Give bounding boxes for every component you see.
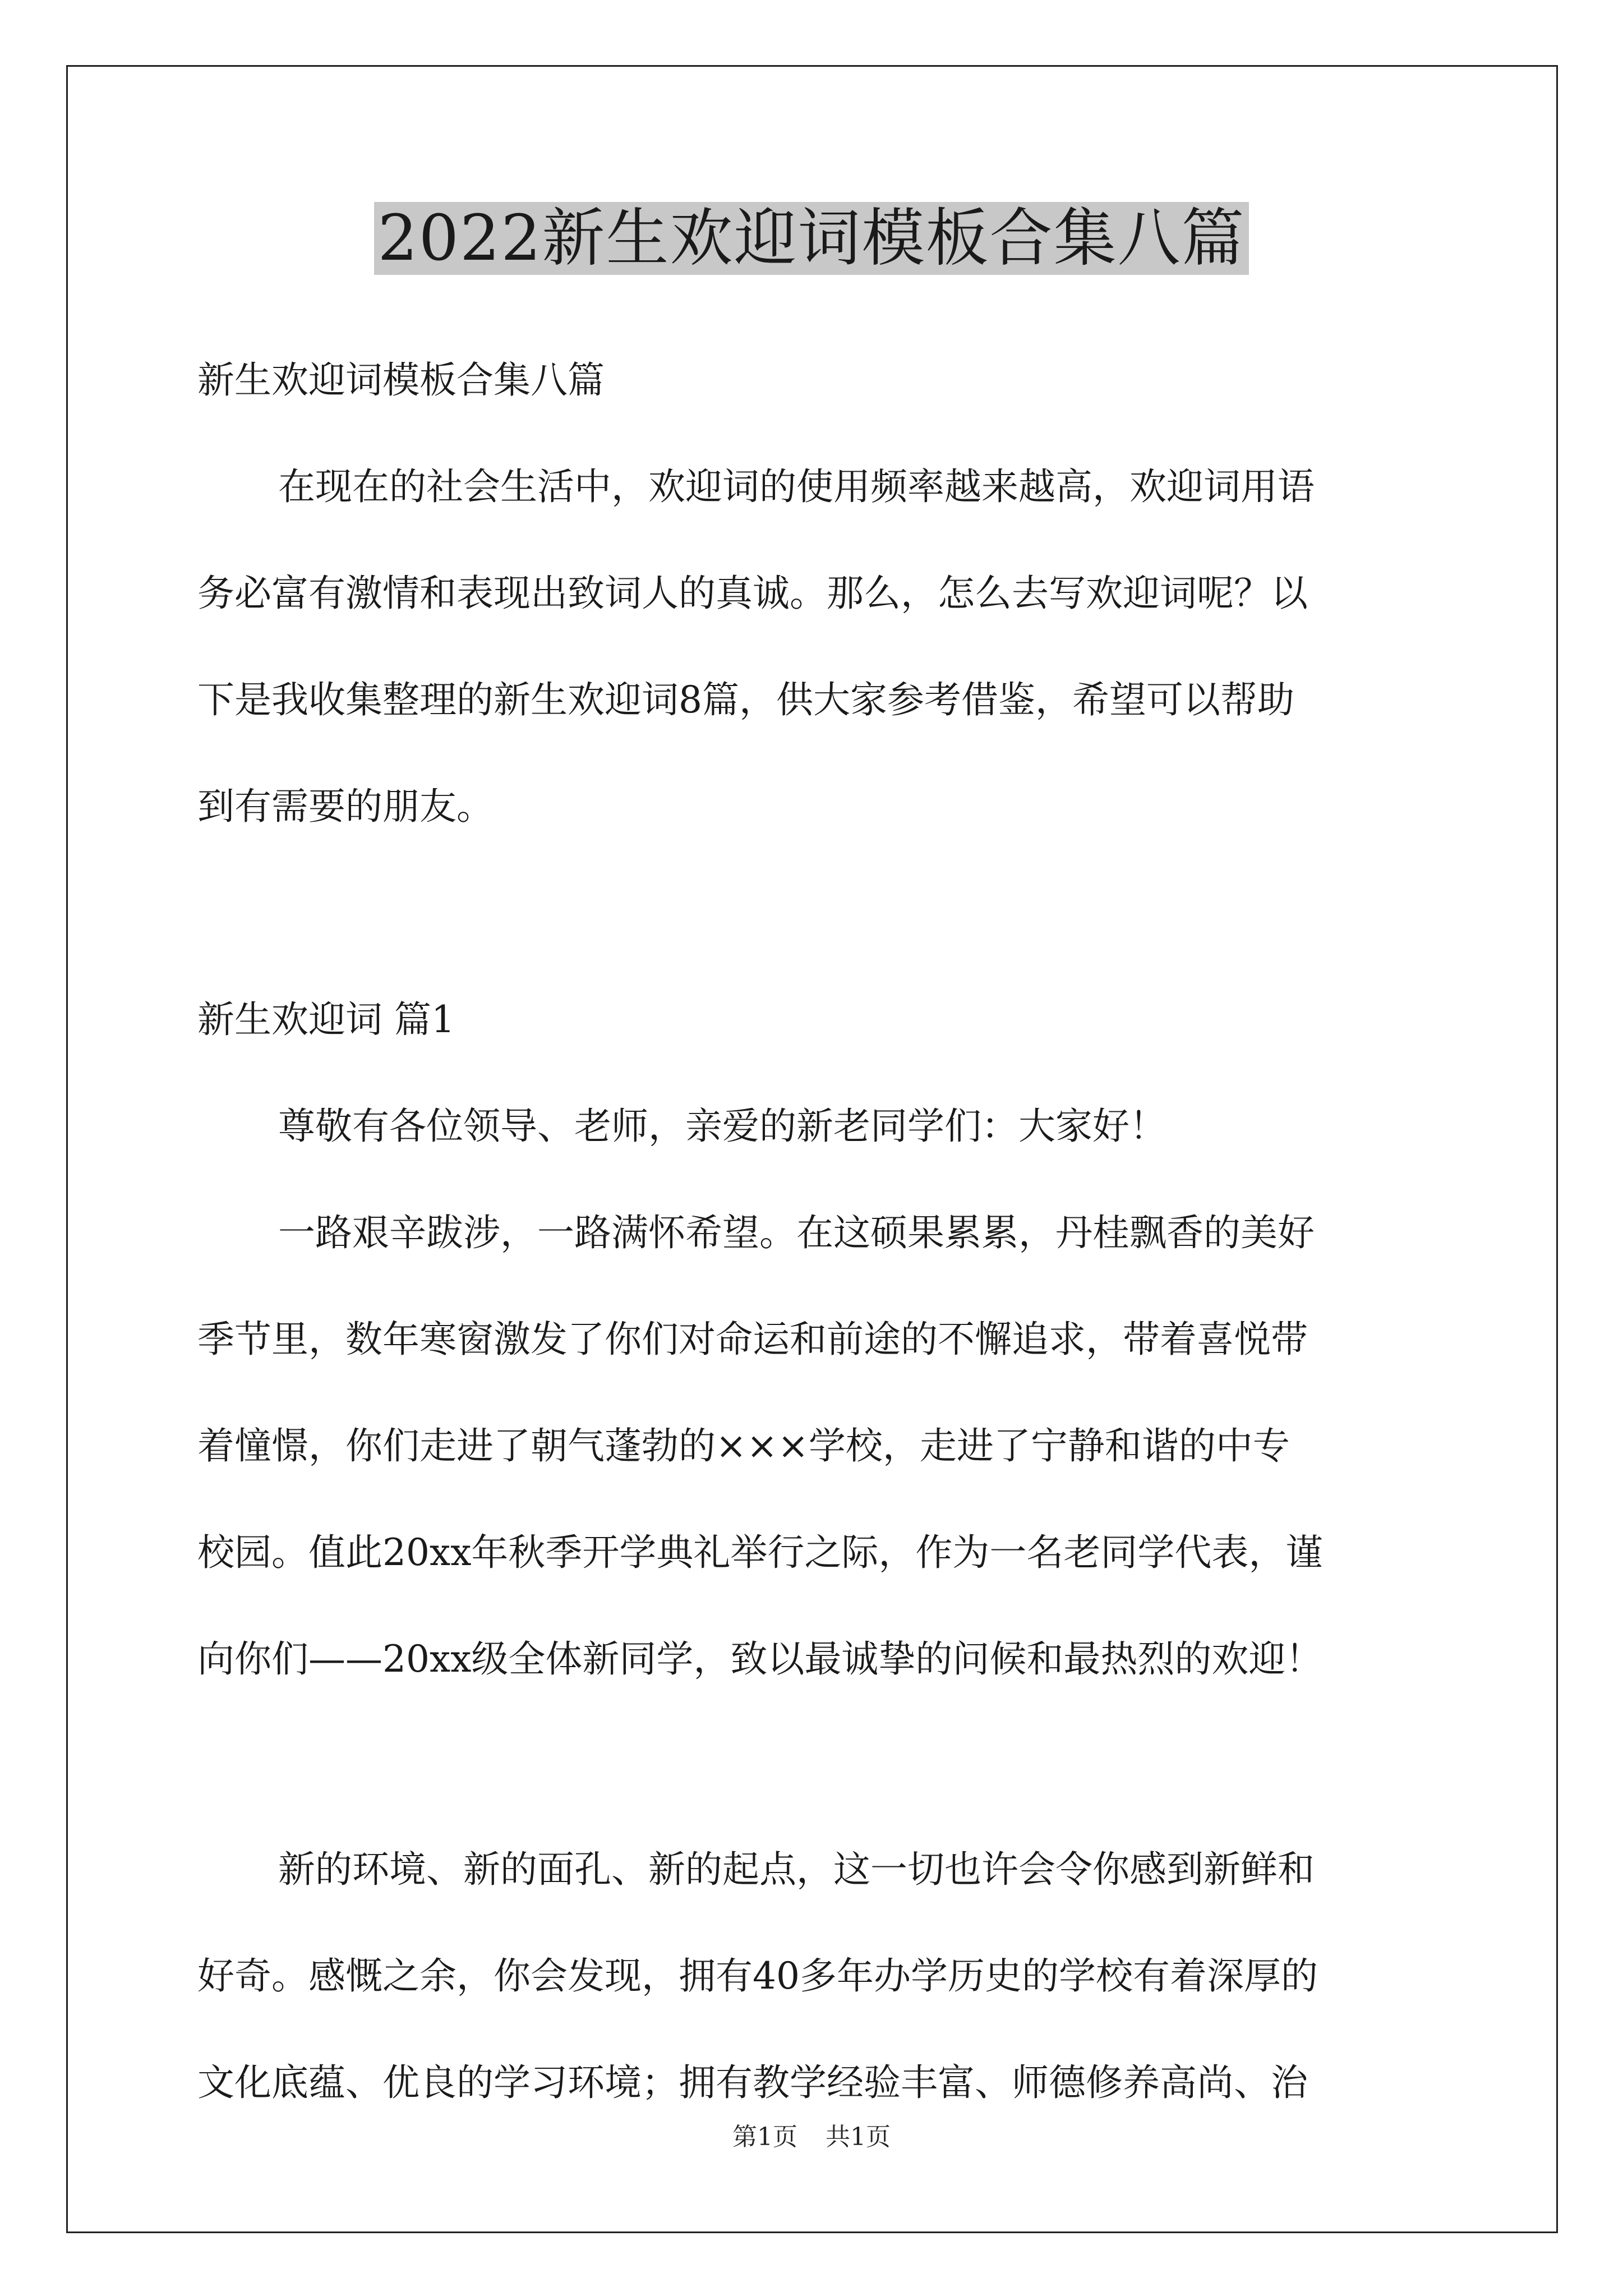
school-paragraph bbox=[197, 1842, 1437, 2161]
page-number: 第1页 bbox=[732, 2123, 797, 2151]
welcome-paragraph bbox=[197, 1205, 1437, 1738]
school-line: 文化底蕴、优良的学习环境；拥有教学经验丰富、师德修养高尚、治 bbox=[197, 2061, 1308, 2104]
page-total: 共1页 bbox=[826, 2123, 891, 2151]
welcome-line: 季节里，数年寒窗激发了你们对命运和前途的不懈追求，带着喜悦带 bbox=[197, 1318, 1308, 1361]
greeting-paragraph bbox=[197, 1098, 1437, 1204]
document-title bbox=[0, 196, 1623, 280]
school-line: 好奇。感慨之余，你会发现，拥有40多年办学历史的学校有着深厚的 bbox=[197, 1954, 1318, 1998]
school-line: 新的环境、新的面孔、新的起点，这一切也许会令你感到新鲜和 bbox=[278, 1848, 1315, 1891]
welcome-line: 一路艰辛跋涉，一路满怀希望。在这硕果累累，丹桂飘香的美好 bbox=[278, 1211, 1315, 1254]
intro-line: 务必富有激情和表现出致词人的真诚。那么，怎么去写欢迎词呢？以 bbox=[197, 572, 1308, 615]
intro-line: 在现在的社会生活中，欢迎词的使用频率越来越高，欢迎词用语 bbox=[278, 465, 1315, 508]
document-subtitle: 新生欢迎词模板合集八篇 bbox=[197, 358, 605, 402]
document-title-text: 2022新生欢迎词模板合集八篇 bbox=[374, 202, 1248, 275]
welcome-line: 校园。值此20xx年秋季开学典礼举行之际，作为一名老同学代表，谨 bbox=[197, 1531, 1323, 1574]
intro-paragraph bbox=[197, 459, 1437, 885]
welcome-line: 着憧憬，你们走进了朝气蓬勃的×××学校，走进了宁静和谐的中专 bbox=[197, 1424, 1290, 1467]
intro-line: 到有需要的朋友。 bbox=[197, 785, 494, 828]
welcome-line: 向你们——20xx级全体新同学，致以最诚挚的问候和最热烈的欢迎！ bbox=[197, 1637, 1323, 1681]
page-footer bbox=[0, 2120, 1623, 2154]
greeting-line: 尊敬有各位领导、老师，亲爱的新老同学们：大家好！ bbox=[278, 1105, 1166, 1148]
intro-line: 下是我收集整理的新生欢迎词8篇，供大家参考借鉴，希望可以帮助 bbox=[197, 678, 1294, 721]
section-heading: 新生欢迎词 篇1 bbox=[197, 998, 455, 1041]
